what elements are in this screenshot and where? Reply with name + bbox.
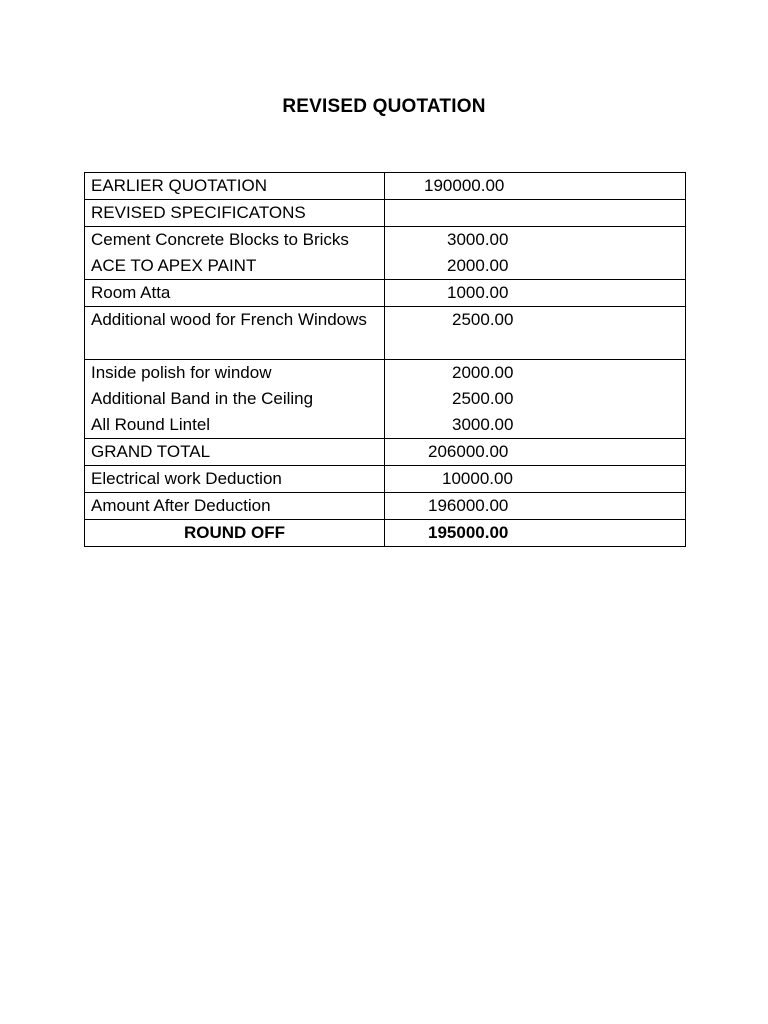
table-row (85, 466, 686, 493)
amount-value: 196000.00 (428, 496, 509, 515)
page-title: REVISED QUOTATION (282, 96, 486, 117)
row-description: ROUND OFF (85, 520, 385, 547)
amount-value: 2500.00 (452, 310, 514, 329)
amount-value: 3000.00 (452, 415, 514, 434)
table-row (85, 412, 686, 439)
row-amount (385, 227, 686, 254)
row-amount (385, 253, 686, 280)
row-description: GRAND TOTAL (85, 439, 385, 466)
table-row (85, 360, 686, 387)
row-amount (385, 412, 686, 439)
row-description: ACE TO APEX PAINT (85, 253, 385, 280)
table-row (85, 307, 686, 360)
row-amount (385, 360, 686, 387)
row-amount (385, 493, 686, 520)
amount-value: 3000.00 (447, 230, 509, 249)
row-amount (385, 439, 686, 466)
row-amount (385, 200, 686, 227)
amount-value: 2000.00 (447, 256, 509, 275)
table-row (85, 227, 686, 254)
row-amount (385, 386, 686, 412)
row-description: Additional wood for French Windows (85, 307, 385, 360)
table-row (85, 253, 686, 280)
amount-value: 190000.00 (424, 176, 505, 195)
table-row (85, 386, 686, 412)
row-description: REVISED SPECIFICATONS (85, 200, 385, 227)
row-description: Amount After Deduction (85, 493, 385, 520)
row-description: Additional Band in the Ceiling (85, 386, 385, 412)
row-description: EARLIER QUOTATION (85, 173, 385, 200)
row-amount (385, 307, 686, 360)
row-description: Electrical work Deduction (85, 466, 385, 493)
row-description: Room Atta (85, 280, 385, 307)
row-description: Cement Concrete Blocks to Bricks (85, 227, 385, 254)
table-row-round-off (85, 520, 686, 547)
row-amount (385, 520, 686, 547)
table-row (85, 493, 686, 520)
row-amount (385, 280, 686, 307)
amount-value: 206000.00 (428, 442, 509, 461)
amount-value: 2500.00 (452, 389, 514, 408)
row-amount (385, 173, 686, 200)
row-description: All Round Lintel (85, 412, 385, 439)
amount-value: 195000.00 (428, 523, 509, 542)
row-amount (385, 466, 686, 493)
amount-value: 10000.00 (442, 469, 513, 488)
table-row (85, 200, 686, 227)
table-row (85, 173, 686, 200)
row-description: Inside polish for window (85, 360, 385, 387)
table-row (85, 439, 686, 466)
amount-value: 1000.00 (447, 283, 509, 302)
amount-value: 2000.00 (452, 363, 514, 382)
table-row (85, 280, 686, 307)
quotation-table (84, 172, 686, 547)
